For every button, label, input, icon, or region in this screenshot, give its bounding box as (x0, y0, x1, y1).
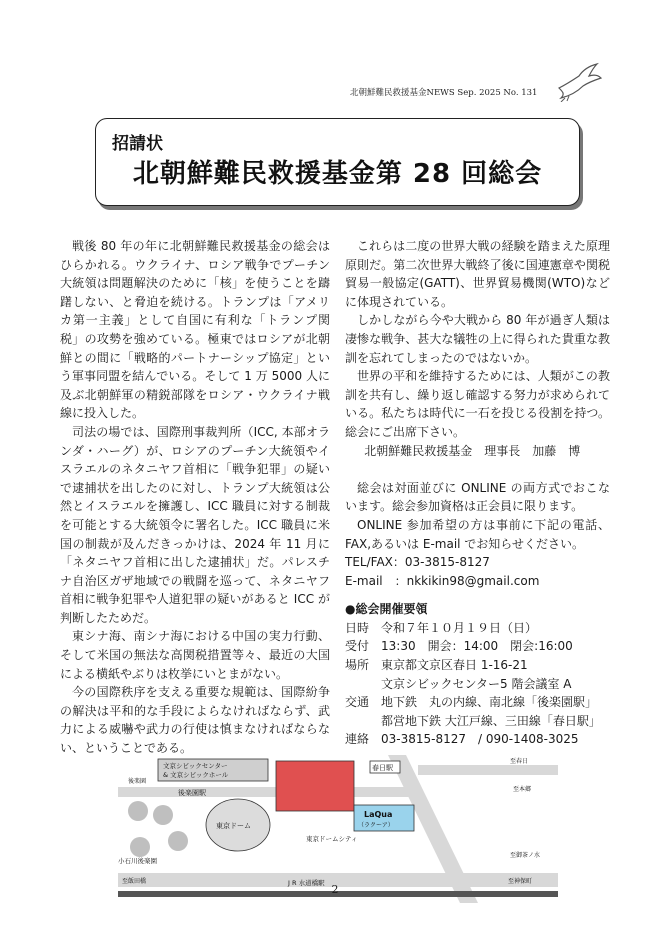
title-box (95, 118, 580, 206)
place-row (345, 656, 610, 675)
contact-label: 連絡 (345, 732, 370, 747)
notice-paragraph: 総会は対面並びに ONLINE の両方式でおこないます。総会参加資格は正会員に限ります。 (345, 480, 610, 514)
online-paragraph: ONLINE 参加希望の方は事前に下記の電話、FAX,あるいは E-mail でお知らせください。 (345, 517, 610, 551)
map-civic-label: 文京シビックセンター (163, 762, 228, 770)
left-paragraph: 戦後 80 年の年に北朝鮮難民救援基金の総会はひらかれる。ウクライナ、ロシア戦争でプーチン大統領は問題解決のために「核」を使うことを躊躇しない、と脅迫を続ける。トランプは「アメリカ第一主義」として自国に有利な「トランプ関税」の攻勢を強めている。極東ではロシアが北朝鮮との間に「戦略的パートナーシップ協定」という軍事同盟を結んでいる。そして 1 万 5000 人に及ぶ北朝鮮軍の精鋭部隊をロシア・ウクライナ戦線に投入した。 (60, 239, 330, 421)
reception-label: 受付 (345, 639, 370, 654)
left-column (60, 237, 330, 758)
place-row-2 (345, 675, 610, 694)
right-paragraph: これらは二度の世界大戦の経験を踏まえた原理原則だ。第二次世界大戦終了後に国連憲章や関税貿易一般協定(GATT)、世界貿易機関(WTO)などに体現されている。 (345, 239, 610, 309)
place-value: 東京都文京区春日 1-16-21 (381, 658, 528, 673)
map-direction-label: 至御茶ノ水 (510, 852, 541, 859)
transport-value: 地下鉄 丸の内線、南北線「後楽園駅」 (381, 695, 598, 710)
place-value-2: 文京シビックセンター5 階会議室 A (381, 676, 572, 691)
access-map (118, 755, 558, 903)
page-number: 2 (331, 883, 339, 896)
map-road-horizontal-2 (118, 787, 418, 797)
map-metro-label: 後楽園 (128, 778, 147, 785)
map-direction-label: 至飯田橋 (122, 878, 147, 885)
map-direction-label: 至春日 (510, 758, 529, 765)
map-road-diagonal-2 (418, 765, 558, 775)
transport-label: 交通 (345, 695, 370, 710)
meeting-heading: ●総会開催要領 (345, 602, 428, 617)
left-paragraph: 司法の場では、国際刑事裁判所（ICC, 本部オランダ・ハーグ）が、ロシアのプーチン大統領やイスラエルのネタニヤフ首相に「戦争犯罪」の疑いで逮捕状を出したのに対し、トランプ大統領は公然とイスラエルを擁護し、ICC 職員に対する制裁を可能とする大統領令に署名した。ICC 職員に米国の制裁が及んだきっかけは、2024 年 11 月に「ネタニヤフ首相に出した逮捕状」だ。パレスチナ自治区ガザ地域での戦闘を巡って、ネタニヤフ首相に戦争犯罪や人道犯罪の疑いがあると ICC が判断したためだ。 (60, 424, 330, 625)
right-paragraph: 世界の平和を維持するためには、人類がこの教訓を共有し、繰り返し確認する努力が求められている。私たちは時代に一石を投じる役割を持つ。総会にご出席下さい。 (345, 369, 610, 439)
date-row (345, 619, 610, 638)
page-title: 北朝鮮難民救援基金第 28 回総会 (132, 159, 543, 189)
left-paragraph: 今の国際秩序を支える重要な規範は、国際紛争の解決は平和的な手段によらなければならず、武力による威嚇や武力の行使は慎まなければならない、ということである。 (60, 685, 330, 756)
map-koishikawa-label: 小石川後楽園 (118, 857, 157, 865)
map-tree (130, 837, 150, 857)
map-korakuen-label: 後楽園駅 (178, 789, 206, 797)
right-paragraph: しかしながら今や大戦から 80 年が過ぎ人類は凄惨な戦争、甚大な犠牲の上に得られた貴重な教訓を忘れてしまったのではないか。 (345, 313, 610, 365)
map-jr-label: J R 水道橋駅 (288, 879, 325, 887)
email-address: E-mail ：nkkikin98@gmail.com (345, 573, 540, 588)
map-dome-city-label: 東京ドームシティ (306, 835, 358, 843)
transport-row (345, 693, 610, 712)
date-label: 日時 (345, 620, 370, 635)
map-laqua-sub-label: （ラクーア） (358, 822, 394, 829)
place-label: 場所 (345, 658, 370, 673)
map-laqua-label: LaQua (364, 810, 393, 819)
contact-value: 03-3815-8127 / 090-1408-3025 (381, 732, 579, 747)
date-value: 令和７年１０月１９日（日） (381, 620, 538, 635)
dove-logo-icon (555, 58, 603, 102)
reception-value: 13:30 開会：14:00 閉会:16:00 (381, 639, 573, 654)
map-civic-building (276, 761, 354, 811)
invitation-label: 招請状 (112, 134, 163, 154)
right-column (345, 237, 610, 749)
map-direction-label: 至本郷 (513, 786, 532, 793)
map-tree (153, 805, 173, 825)
tel-fax: TEL/FAX：03-3815-8127 (345, 555, 490, 570)
transport-value-2: 都営地下鉄 大江戸線、三田線「春日駅」 (381, 713, 601, 728)
left-paragraph: 東シナ海、南シナ海における中国の実力行動、そして米国の無法な高関税措置等々、最近の大国による横紙やぶりは枚挙にいとまがない。 (60, 629, 330, 681)
contact-row (345, 730, 610, 749)
map-direction-label: 至神保町 (508, 878, 533, 885)
map-civic-label-2: & 文京シビックホール (163, 771, 229, 779)
transport-row-2 (345, 712, 610, 731)
map-kasuga-label: 春日駅 (372, 764, 393, 772)
newsletter-header: 北朝鮮難民救援基金NEWS Sep. 2025 No. 131 (350, 88, 538, 98)
map-dome-label: 東京ドーム (216, 822, 251, 830)
signature: 北朝鮮難民救援基金 理事長 加藤 博 (364, 443, 581, 458)
reception-row (345, 637, 610, 656)
map-tree (128, 801, 148, 821)
map-tree (168, 831, 188, 851)
